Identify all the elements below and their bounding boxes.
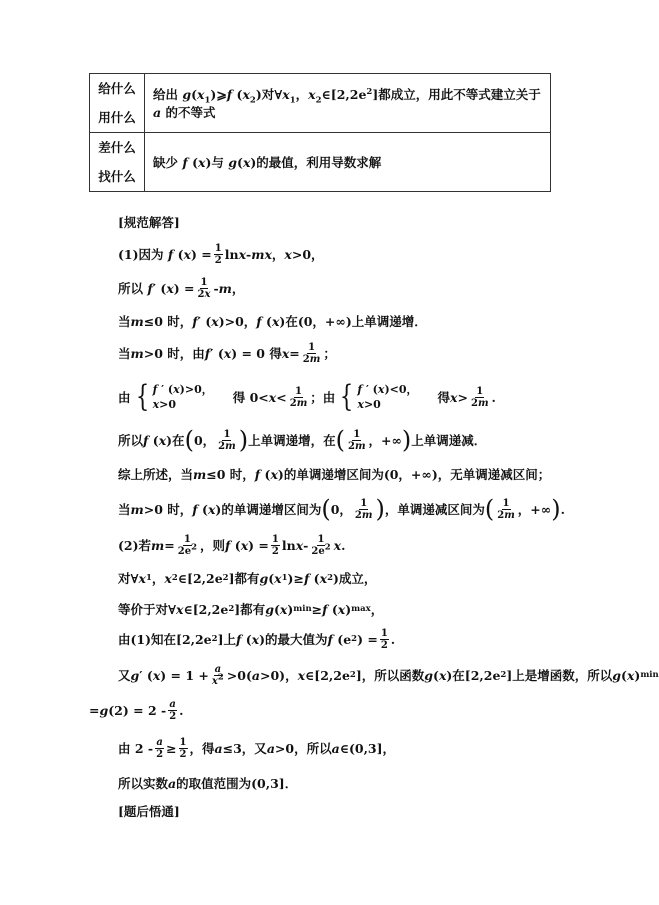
solution-line-5: 由 { f ′ (x)>0， x>0 得 0< x < $\frac{1}{2m}$ ；由 { f ′ (x)<0， x>0 得 x > $\frac{1}{2m}$ . [118,379,496,414]
solution-line-3: 当 m ≤0 时， f ′ ( x )>0， f ( x )在(0，+∞)上单调递增． [118,313,427,329]
solution-line-15: 由 2 - $\frac{a}{2}$ ≥ $\frac{1}{2}$ ，得 a ≤3，又 a >0，所以 a ∈(0,3]， [118,736,396,760]
solution-line-14: = g (2) = 2 - $\frac{a}{2}$ . [89,698,184,722]
solution-line-7: 综上所述，当 m ≤0 时， f ( x )的单调递增区间为(0，+∞)，无单调递减区间； [118,466,551,482]
row-label-given: 给什么 用什么 [90,74,145,133]
solution-line-16: 所以实数 a 的取值范围为(0,3]． [118,775,298,791]
row-text-given: 给出 $g(x_1)⩾f$ $(x_2)$对$\forall x_1$，$x_2\in[2,2e^2]$都成立，用此不等式建立关于 a 的不等式 [145,74,551,133]
solution-line-1: (1)因为 f ( x ) = $\frac{1}{2}$ ln x - mx ， x >0， [118,242,324,266]
table-row [90,74,551,133]
solution-line-6: 所以 f ( x )在 ( 0， $\frac{1}{2m}$ ) 上单调递增，在 ( $\frac{1}{2m}$ ，+∞ ) 上单调递减． [118,426,487,454]
solution-line-13: 又 g ′ ( x ) = 1 + $\frac{a}{x^2}$ >0( a >0)， x ∈[2,2e 2 ]，所以函数 g ( x )在[2,2e 2 ]上是增函数，所以 g ( x ) min [118,663,659,687]
row-text-missing: 缺少 f (x)与 g(x)的最值，利用导数求解 [145,133,551,192]
solution-line-4: 当 m >0 时，由 f ′ ( x ) = 0 得 x = $\frac{1}{2m}$ ； [118,341,336,365]
section-header-solution: [规范解答] [118,215,180,230]
solution-line-8: 当 m >0 时， f ( x )的单调递增区间为 ( 0， $\frac{1}{2m}$ ) ，单调递减区间为 ( $\frac{1}{2m}$ ，+∞ ) . [118,495,565,523]
analysis-table [89,73,551,192]
table-row [90,133,551,192]
solution-line-11: 等价于对∀ x ∈[2,2e 2 ]都有 g ( x ) min ≥ f ( x ) max ， [118,601,384,617]
row-label-missing: 差什么 找什么 [90,133,145,192]
section-header-reflection: [题后悟通] [118,804,180,819]
solution-line-2: 所以 f ′ ( x ) = $\frac{1}{2x}$ - m ， [118,276,245,300]
solution-line-12: 由(1)知在[2,2e 2 ]上 f ( x )的最大值为 f (e 2 ) = $\frac{1}{2}$ . [118,627,396,651]
solution-line-9: (2)若 m = $\frac{1}{2e^2}$ ，则 f ( x ) = $\frac{1}{2}$ ln x - $\frac{1}{2e^2}$ x . [118,533,346,557]
solution-line-10: 对∀ x 1 ， x 2 ∈[2,2e 2 ]都有 g ( x 1 )≥ f ( x 2 )成立， [118,570,377,586]
